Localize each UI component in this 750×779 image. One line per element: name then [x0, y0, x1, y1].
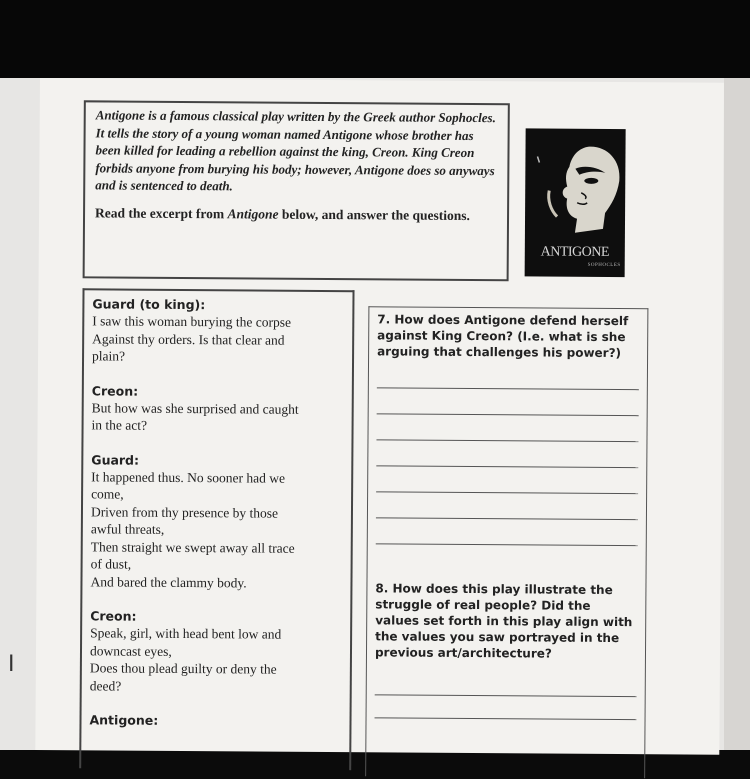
- speech-text: It happened thus. No sooner had we come, Driven from thy presence by those awful threats, Then straight we swept away all trace of dust, And bared the clammy body.: [90, 468, 295, 590]
- speaker-label: Guard (to king):: [92, 296, 206, 313]
- speaker-label: Creon:: [91, 382, 139, 399]
- excerpt-column: [79, 288, 354, 770]
- question-7: 7. How does Antigone defend herself against King Creon? (I.e. what is she arguing that challenges his power?): [377, 312, 629, 361]
- questions-column: [365, 306, 648, 778]
- speaker-label: Antigone:: [89, 712, 159, 728]
- speech-text: I saw this woman burying the corpse Against thy orders. Is that clear and plain?: [92, 313, 292, 364]
- intro-text: Antigone is a famous classical play written by the Greek author Sophocles. It tells the story of a young woman named Antigone whose brother has been killed for leading a rebellion against the king, Creon. King Creon forbids anyone from burying his body; however, Antigone does so anyways and is sentenced to death.: [95, 107, 496, 194]
- book-cover-image: [525, 128, 626, 277]
- question-8: 8. How does this play illustrate the struggle of real people? Did the values set forth in this play align with the values you saw portrayed in the previous art/architecture?: [374, 581, 633, 661]
- speaker-label: Guard:: [91, 451, 140, 468]
- instruction-text: Read the excerpt from Antigone below, and answer the questions.: [95, 204, 471, 223]
- worksheet-page: [35, 78, 724, 755]
- monitor-bezel: [0, 0, 750, 78]
- text-cursor-icon: I: [8, 652, 15, 677]
- speech-text: Speak, girl, with head bent low and downcast eyes, Does thou plead guilty or deny the deed?: [89, 625, 282, 694]
- antigone-portrait-icon: [525, 128, 626, 244]
- cover-title: ANTIGONE: [540, 244, 610, 260]
- screen-edge: [724, 78, 750, 750]
- intro-box: [83, 100, 510, 281]
- speaker-label: Creon:: [90, 608, 137, 624]
- speech-text: But how was she surprised and caught in the act?: [91, 399, 299, 433]
- cover-author: SOPHOCLES: [587, 262, 621, 269]
